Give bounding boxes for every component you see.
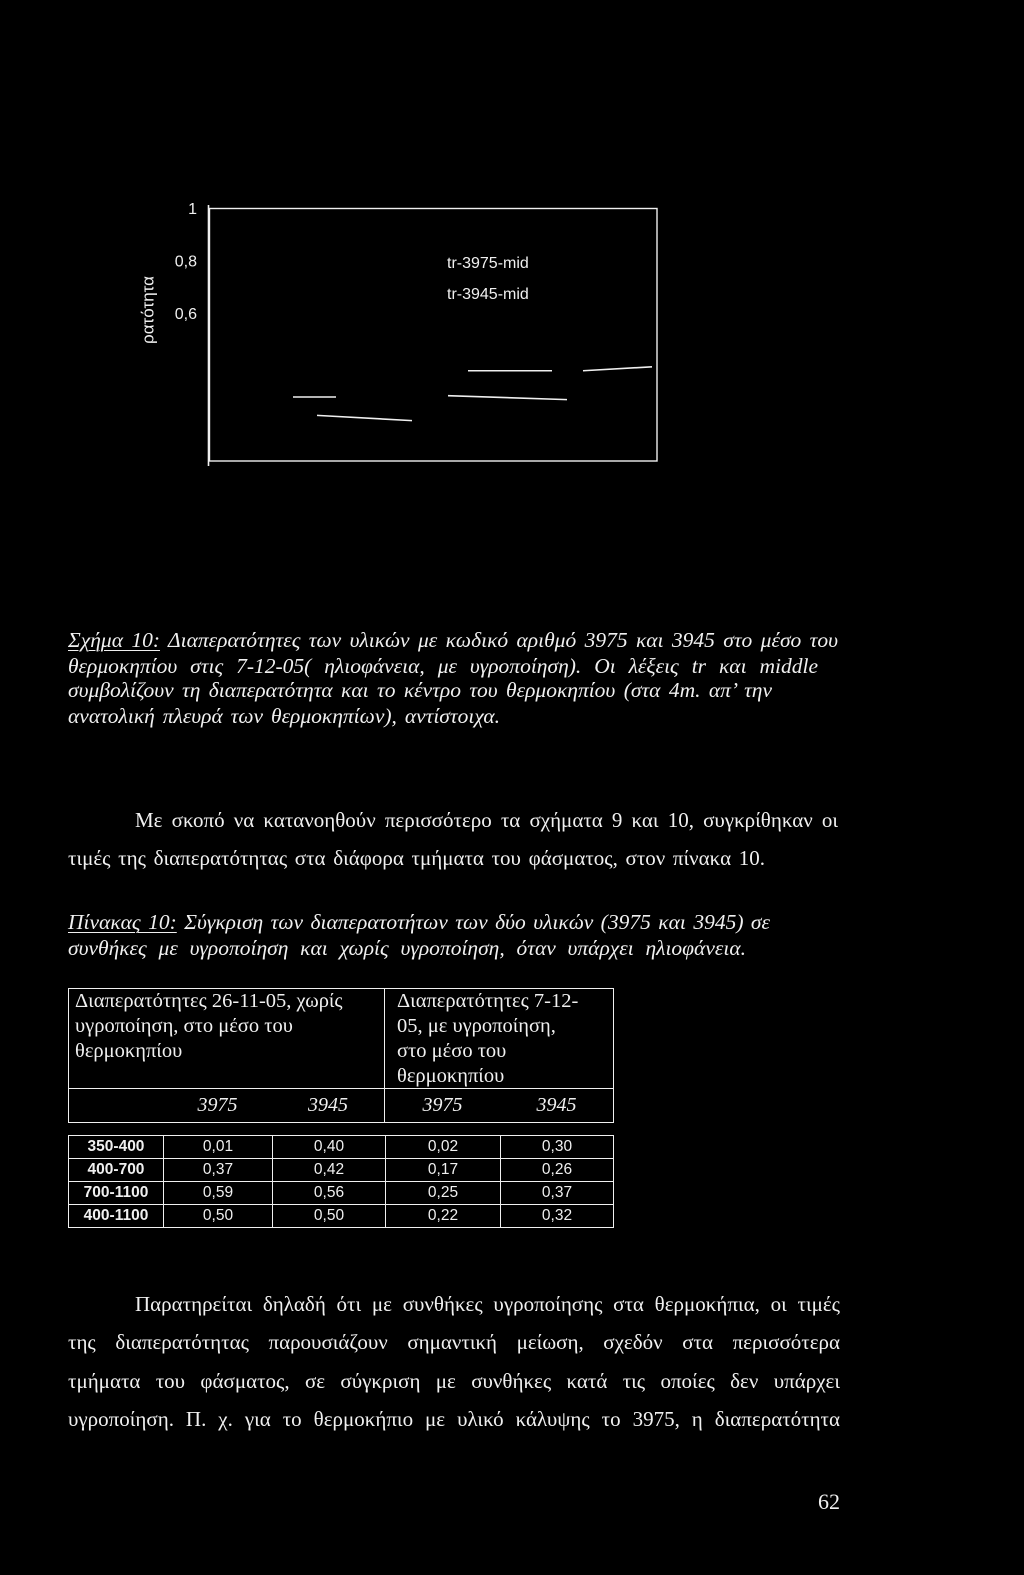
series-segment [583, 367, 652, 371]
range-label: 700-1100 [69, 1182, 164, 1205]
page-number: 62 [818, 1489, 840, 1514]
table-material-row [69, 1089, 613, 1122]
header-line: θερμοκηπίου [397, 1065, 505, 1087]
figure-caption-line: συμβολίζουν τη διαπερατότητα και το κέντρο του θερμοκηπίου (στα 4m. απ’ την [68, 678, 772, 702]
header-line: Διαπερατότητες 26-11-05, χωρίς [75, 990, 343, 1012]
table-label: Πίνακας 10: [68, 910, 177, 934]
range-label: 400-1100 [69, 1205, 164, 1228]
paragraph-line: τμήματα του φάσματος, σε σύγκριση με συνθήκες κατά τις οποίες δεν υπάρχει [68, 1369, 840, 1393]
header-line: θερμοκηπίου [75, 1040, 183, 1062]
paragraph-line: υγροποίηση. Π. χ. για το θερμοκήπιο με υλικό κάλυψης το 3975, η διαπερατότητα [68, 1407, 840, 1431]
y-tick-labels [175, 201, 197, 323]
table-cell: 0,50 [273, 1205, 386, 1228]
range-label: 350-400 [69, 1136, 164, 1159]
table-cell: 0,01 [164, 1136, 273, 1159]
table-caption-line: συνθήκες με υγροποίηση και χωρίς υγροποίηση, όταν υπάρχει ηλιοφάνεια. [68, 936, 746, 960]
table-cell: 0,59 [164, 1182, 273, 1205]
table-header-row [69, 989, 613, 1089]
table-caption-text: Σύγκριση των διαπερατοτήτων των δύο υλικών (3975 και 3945) σε [184, 910, 770, 934]
series-segment [448, 396, 567, 400]
header-line: Διαπερατότητες 7-12- [397, 990, 579, 1012]
table-cell: 0,02 [386, 1136, 501, 1159]
table-cell: 0,56 [273, 1182, 386, 1205]
table-cell: 0,30 [501, 1136, 614, 1159]
material-code: 3975 [422, 1094, 463, 1116]
table-cell: 0,22 [386, 1205, 501, 1228]
table-cell: 0,25 [386, 1182, 501, 1205]
material-code: 3975 [197, 1094, 238, 1116]
table-header [68, 988, 614, 1123]
table-header-group [69, 989, 385, 1089]
table-cell: 0,40 [273, 1136, 386, 1159]
header-line: 05, με υγροποίηση, [397, 1015, 556, 1037]
table-cell: 0,37 [501, 1182, 614, 1205]
series-segment [317, 415, 412, 420]
figure-caption-line [68, 627, 838, 653]
range-label: 400-700 [69, 1159, 164, 1182]
table-body [68, 1135, 614, 1228]
figure-caption-line: ανατολική πλευρά των θερμοκηπίων), αντίστοιχα. [68, 704, 500, 728]
empty-cell [69, 1089, 163, 1122]
plot-area [210, 209, 658, 462]
table-cell: 0,42 [273, 1159, 386, 1182]
table-caption-line [68, 909, 770, 935]
table-header-group [385, 989, 613, 1089]
transmittance-chart [0, 0, 1024, 500]
table-cell: 0,37 [164, 1159, 273, 1182]
paragraph-line: Παρατηρείται δηλαδή ότι με συνθήκες υγροποίησης στα θερμοκήπια, οι τιμές [135, 1292, 840, 1316]
material-code: 3945 [272, 1089, 385, 1122]
series-lines [293, 367, 652, 421]
figure-caption-line: θερμοκηπίου στις 7-12-05( ηλιοφάνεια, με υγροποίηση). Οι λέξεις tr και middle [68, 654, 818, 678]
y-axis-label: ρατότητα [138, 276, 158, 344]
figure-label: Σχήμα 10: [68, 628, 161, 652]
figure-caption-text: Διαπερατότητες των υλικών με κωδικό αριθμό 3975 και 3945 στο μέσο του [168, 628, 838, 652]
table-cell: 0,50 [164, 1205, 273, 1228]
table-cell: 0,32 [501, 1205, 614, 1228]
legend-entry: tr-3945-mid [447, 286, 529, 303]
header-line: στο μέσο του [397, 1040, 507, 1062]
table-cell: 0,17 [386, 1159, 501, 1182]
table-cell: 0,26 [501, 1159, 614, 1182]
y-tick-label: 0,8 [174, 253, 197, 271]
material-code: 3945 [536, 1094, 577, 1116]
y-tick-label: 0,6 [174, 306, 197, 323]
paragraph-line: Με σκοπό να κατανοηθούν περισσότερο τα σχήματα 9 και 10, συγκρίθηκαν οι [135, 808, 838, 832]
y-tick-label: 1 [188, 201, 197, 218]
header-line: υγροποίηση, στο μέσο του [75, 1015, 293, 1037]
paragraph-line: τιμές της διαπερατότητας στα διάφορα τμήματα του φάσματος, στον πίνακα 10. [68, 846, 765, 870]
paragraph-line: της διαπερατότητας παρουσιάζουν σημαντική μείωση, σχεδόν στα περισσότερα [68, 1330, 840, 1354]
legend-entry: tr-3975-mid [447, 255, 529, 272]
